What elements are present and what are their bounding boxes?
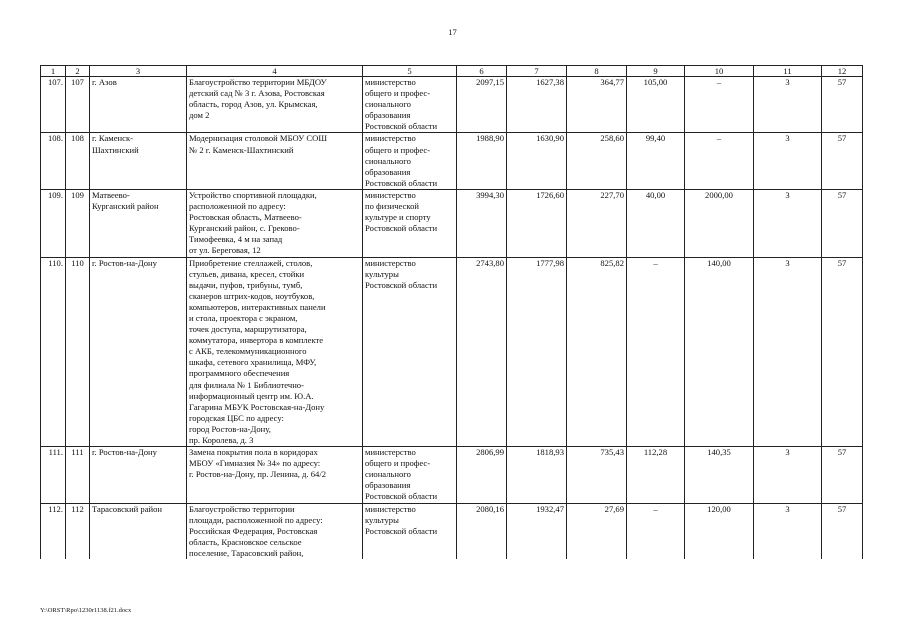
cell-line: точек доступа, маршрутизатора, bbox=[189, 324, 307, 335]
amount-col9-cell: 105,00 bbox=[627, 77, 685, 133]
cell-line: Ростовской области bbox=[365, 279, 438, 290]
row-number-cell: 111 bbox=[66, 447, 90, 503]
cell-line: г. Ростов-на-Дону bbox=[92, 447, 157, 458]
row-index-cell: 107. bbox=[41, 77, 66, 133]
cell-line: министерство bbox=[365, 503, 416, 514]
cell-line: шкафа, сетевого хранилища, МФУ, bbox=[189, 357, 317, 368]
cell-line: поселение, Тарасовский район, bbox=[189, 547, 304, 558]
cell-line: программного обеспечения bbox=[189, 368, 290, 379]
cell-line: площади, расположенной по адресу: bbox=[189, 514, 323, 525]
amount-col8-cell: 227,70 bbox=[567, 189, 627, 257]
amount-col8-cell: 735,43 bbox=[567, 447, 627, 503]
column-header: 8 bbox=[567, 66, 627, 77]
amount-total-cell: 2097,15 bbox=[457, 77, 507, 133]
cell-line: от ул. Береговая, 12 bbox=[189, 245, 261, 256]
project-description-cell bbox=[187, 447, 363, 503]
cell-line: сионального bbox=[365, 99, 411, 110]
column-header: 6 bbox=[457, 66, 507, 77]
cell-line: культуры bbox=[365, 268, 399, 279]
municipality-cell bbox=[90, 189, 187, 257]
project-description-cell bbox=[187, 77, 363, 133]
column-header: 5 bbox=[363, 66, 457, 77]
row-number-cell: 110 bbox=[66, 257, 90, 447]
cell-line: министерство bbox=[365, 77, 416, 87]
cell-line: область, город Азов, ул. Крымская, bbox=[189, 99, 318, 110]
amount-total-cell: 1988,90 bbox=[457, 133, 507, 189]
col11-value-cell: 3 bbox=[754, 133, 822, 189]
cell-line: Курганский район, с. Греково- bbox=[189, 223, 300, 234]
amount-col7-cell: 1932,47 bbox=[507, 503, 567, 559]
cell-line: Благоустройство территории МБДОУ bbox=[189, 77, 327, 87]
column-header: 4 bbox=[187, 66, 363, 77]
cell-line: Замена покрытия пола в коридорах bbox=[189, 447, 318, 458]
amount-col8-cell: 27,69 bbox=[567, 503, 627, 559]
cell-line: министерство bbox=[365, 133, 416, 144]
project-description-cell bbox=[187, 503, 363, 559]
column-header: 12 bbox=[822, 66, 863, 77]
col12-value-cell: 57 bbox=[822, 133, 863, 189]
column-number-row bbox=[41, 66, 863, 77]
amount-col9-cell: 112,28 bbox=[627, 447, 685, 503]
column-header: 7 bbox=[507, 66, 567, 77]
table-row bbox=[41, 77, 863, 133]
row-index-cell: 112. bbox=[41, 503, 66, 559]
cell-line: г. Каменск- bbox=[92, 133, 133, 144]
col11-value-cell: 3 bbox=[754, 189, 822, 257]
amount-col8-cell: 364,77 bbox=[567, 77, 627, 133]
cell-line: сканеров штрих-кодов, ноутбуков, bbox=[189, 290, 315, 301]
amount-total-cell: 2743,80 bbox=[457, 257, 507, 447]
municipality-cell bbox=[90, 257, 187, 447]
project-description-cell bbox=[187, 257, 363, 447]
row-index-cell: 109. bbox=[41, 189, 66, 257]
amount-col7-cell: 1777,98 bbox=[507, 257, 567, 447]
cell-line: общего и профес- bbox=[365, 458, 431, 469]
row-index-cell: 110. bbox=[41, 257, 66, 447]
cell-line: МБОУ «Гимназия № 34» по адресу: bbox=[189, 458, 321, 469]
cell-line: Благоустройство территории bbox=[189, 503, 295, 514]
cell-line: общего и профес- bbox=[365, 144, 431, 155]
row-number-cell: 109 bbox=[66, 189, 90, 257]
cell-line: общего и профес- bbox=[365, 88, 431, 99]
municipality-cell bbox=[90, 77, 187, 133]
col12-value-cell: 57 bbox=[822, 447, 863, 503]
amount-total-cell: 2080,16 bbox=[457, 503, 507, 559]
cell-line: коммутатора, инвертора в комплекте bbox=[189, 335, 324, 346]
col11-value-cell: 3 bbox=[754, 77, 822, 133]
amount-col10-cell: – bbox=[685, 133, 754, 189]
cell-line: сионального bbox=[365, 155, 411, 166]
municipality-cell bbox=[90, 447, 187, 503]
cell-line: г. Ростов-на-Дону bbox=[92, 257, 157, 268]
cell-line: культуры bbox=[365, 514, 399, 525]
amount-col7-cell: 1726,60 bbox=[507, 189, 567, 257]
amount-col7-cell: 1630,90 bbox=[507, 133, 567, 189]
row-number-cell: 107 bbox=[66, 77, 90, 133]
row-index-cell: 108. bbox=[41, 133, 66, 189]
cell-line: Ростовской области bbox=[365, 223, 438, 234]
project-description-cell bbox=[187, 133, 363, 189]
col12-value-cell: 57 bbox=[822, 257, 863, 447]
cell-line: расположенной по адресу: bbox=[189, 201, 286, 212]
responsible-ministry-cell bbox=[363, 447, 457, 503]
responsible-ministry-cell bbox=[363, 189, 457, 257]
cell-line: культуре и спорту bbox=[365, 212, 431, 223]
col12-value-cell: 57 bbox=[822, 503, 863, 559]
col11-value-cell: 3 bbox=[754, 257, 822, 447]
cell-line: стульев, дивана, кресел, стойки bbox=[189, 268, 305, 279]
cell-line: дом 2 bbox=[189, 110, 210, 121]
cell-line: по физической bbox=[365, 201, 420, 212]
cell-line: Приобретение стеллажей, столов, bbox=[189, 257, 313, 268]
footer-file-path: Y:\ORST\Rpo\1230r1138.f21.docx bbox=[40, 607, 132, 614]
municipality-cell bbox=[90, 503, 187, 559]
cell-line: Шахтинский bbox=[92, 144, 139, 155]
column-header: 10 bbox=[685, 66, 754, 77]
table-row bbox=[41, 447, 863, 503]
cell-line: министерство bbox=[365, 447, 416, 458]
cell-line: с АКБ, телекоммуникационного bbox=[189, 346, 307, 357]
column-header: 9 bbox=[627, 66, 685, 77]
cell-line: Модернизация столовой МБОУ СОШ bbox=[189, 133, 328, 144]
amount-col7-cell: 1818,93 bbox=[507, 447, 567, 503]
column-header: 11 bbox=[754, 66, 822, 77]
amount-col9-cell: 99,40 bbox=[627, 133, 685, 189]
column-header: 2 bbox=[66, 66, 90, 77]
responsible-ministry-cell bbox=[363, 77, 457, 133]
cell-line: информационный центр им. Ю.А. bbox=[189, 390, 314, 401]
responsible-ministry-cell bbox=[363, 133, 457, 189]
cell-line: Ростовской области bbox=[365, 177, 438, 188]
amount-col8-cell: 825,82 bbox=[567, 257, 627, 447]
amount-col10-cell: 2000,00 bbox=[685, 189, 754, 257]
table-row bbox=[41, 133, 863, 189]
amount-total-cell: 2806,99 bbox=[457, 447, 507, 503]
table-row bbox=[41, 503, 863, 559]
row-index-cell: 111. bbox=[41, 447, 66, 503]
cell-line: Тарасовский район bbox=[92, 503, 163, 514]
column-header: 1 bbox=[41, 66, 66, 77]
amount-col8-cell: 258,60 bbox=[567, 133, 627, 189]
cell-line: компьютеров, интерактивных панели bbox=[189, 301, 326, 312]
amount-col10-cell: 140,35 bbox=[685, 447, 754, 503]
cell-line: № 2 г. Каменск-Шахтинский bbox=[189, 144, 294, 155]
amount-col9-cell: 40,00 bbox=[627, 189, 685, 257]
cell-line: и стола, проектора с экраном, bbox=[189, 312, 298, 323]
amount-total-cell: 3994,30 bbox=[457, 189, 507, 257]
appendix-table bbox=[40, 65, 863, 559]
page-number: 17 bbox=[448, 27, 457, 37]
cell-line: г. Ростов-на-Дону, пр. Ленина, д. 64/2 bbox=[189, 469, 326, 480]
cell-line: Ростовская область, Матвеево- bbox=[189, 212, 302, 223]
cell-line: образования bbox=[365, 480, 411, 491]
cell-line: образования bbox=[365, 166, 411, 177]
cell-line: Матвеево- bbox=[92, 189, 130, 200]
amount-col7-cell: 1627,38 bbox=[507, 77, 567, 133]
cell-line: министерство bbox=[365, 257, 416, 268]
responsible-ministry-cell bbox=[363, 503, 457, 559]
cell-line: Ростовской области bbox=[365, 525, 438, 536]
cell-line: Ростовской области bbox=[365, 121, 438, 132]
amount-col10-cell: – bbox=[685, 77, 754, 133]
project-description-cell bbox=[187, 189, 363, 257]
cell-line: образования bbox=[365, 110, 411, 121]
amount-col9-cell: – bbox=[627, 503, 685, 559]
cell-line: Тимофеевка, 4 м на запад bbox=[189, 234, 283, 245]
amount-col10-cell: 140,00 bbox=[685, 257, 754, 447]
cell-line: область, Красновское сельское bbox=[189, 536, 302, 547]
col12-value-cell: 57 bbox=[822, 189, 863, 257]
cell-line: пр. Королева, д. 3 bbox=[189, 435, 254, 445]
cell-line: Курганский район bbox=[92, 201, 159, 212]
amount-col9-cell: – bbox=[627, 257, 685, 447]
row-number-cell: 112 bbox=[66, 503, 90, 559]
cell-line: г. Азов bbox=[92, 77, 117, 87]
table-row bbox=[41, 189, 863, 257]
amount-col10-cell: 120,00 bbox=[685, 503, 754, 559]
table-row bbox=[41, 257, 863, 447]
cell-line: Устройство спортивной площадки, bbox=[189, 189, 317, 200]
cell-line: городская ЦБС по адресу: bbox=[189, 412, 284, 423]
responsible-ministry-cell bbox=[363, 257, 457, 447]
column-header: 3 bbox=[90, 66, 187, 77]
cell-line: выдачи, пуфов, трибуны, тумб, bbox=[189, 279, 303, 290]
row-number-cell: 108 bbox=[66, 133, 90, 189]
col12-value-cell: 57 bbox=[822, 77, 863, 133]
municipality-cell bbox=[90, 133, 187, 189]
cell-line: город Ростов-на-Дону, bbox=[189, 423, 271, 434]
cell-line: министерство bbox=[365, 189, 416, 200]
col11-value-cell: 3 bbox=[754, 503, 822, 559]
col11-value-cell: 3 bbox=[754, 447, 822, 503]
cell-line: детский сад № 3 г. Азова, Ростовская bbox=[189, 88, 325, 99]
cell-line: Ростовской области bbox=[365, 491, 438, 502]
cell-line: Российская Федерация, Ростовская bbox=[189, 525, 318, 536]
cell-line: Гагарина МБУК Ростовская-на-Дону bbox=[189, 401, 325, 412]
cell-line: для филиала № 1 Библиотечно- bbox=[189, 379, 304, 390]
cell-line: сионального bbox=[365, 469, 411, 480]
